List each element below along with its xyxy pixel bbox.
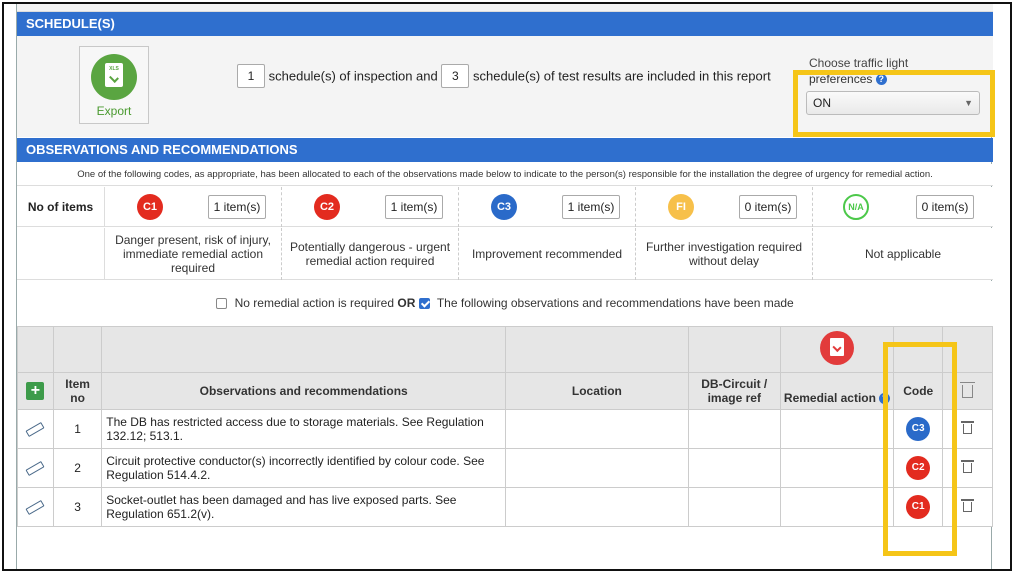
schedule-text-end: schedule(s) of test results are included in this report [472, 68, 771, 84]
edit-cell [18, 410, 54, 449]
xls-icon-text: XLS [109, 66, 119, 72]
header-spacer-5 [688, 327, 780, 373]
observations-table [17, 326, 993, 527]
code-cell-c3 [459, 187, 636, 227]
db-circuit-cell[interactable] [688, 488, 780, 527]
traffic-light-value: ON [813, 96, 831, 110]
code-cell-c2 [282, 187, 459, 227]
traffic-light-label-top: Choose traffic light [809, 56, 909, 70]
code-badge-c2[interactable]: C2 [906, 456, 930, 480]
following-observations-label: The following observations and recommendations have been made [436, 296, 794, 310]
c3-description: Improvement recommended [459, 228, 636, 280]
item-no-cell: 2 [53, 449, 101, 488]
remedial-options [17, 281, 993, 326]
delete-row-icon[interactable] [963, 424, 972, 434]
col-remedial [780, 373, 893, 410]
fi-badge: FI [668, 194, 694, 220]
schedules-header: SCHEDULE(S) [17, 12, 993, 36]
no-remedial-checkbox[interactable] [216, 298, 227, 309]
highlight-box-traffic-light [793, 70, 995, 137]
inspection-count-input[interactable]: 1 [237, 64, 265, 88]
code-badge-c3[interactable]: C3 [906, 417, 930, 441]
add-cell [18, 373, 54, 410]
delete-all-icon[interactable] [962, 385, 973, 398]
remedial-cell[interactable] [780, 410, 893, 449]
code-counts-row [17, 187, 993, 227]
item-no-cell: 1 [53, 410, 101, 449]
location-cell[interactable] [506, 449, 689, 488]
fi-description: Further investigation required without delay [636, 228, 813, 280]
table-row [18, 488, 993, 527]
col-observations: Observations and recommendations [102, 373, 506, 410]
remedial-cell[interactable] [780, 488, 893, 527]
c3-count-field[interactable]: 1 item(s) [562, 195, 620, 219]
no-of-items-label: No of items [17, 187, 105, 227]
location-cell[interactable] [506, 410, 689, 449]
header-spacer-1 [18, 327, 54, 373]
test-count-input[interactable]: 3 [441, 64, 469, 88]
code-cell-fi [636, 187, 813, 227]
col-db-circuit: DB-Circuit / image ref [688, 373, 780, 410]
c1-badge: C1 [137, 194, 163, 220]
remedial-help-icon[interactable]: ? [879, 393, 890, 404]
edit-pencil-icon[interactable] [26, 422, 45, 437]
edit-pencil-icon[interactable] [26, 461, 45, 476]
c1-count-field[interactable]: 1 item(s) [208, 195, 266, 219]
table-row [18, 410, 993, 449]
item-no-cell: 3 [53, 488, 101, 527]
edit-cell [18, 488, 54, 527]
fi-count-field[interactable]: 0 item(s) [739, 195, 797, 219]
na-badge: N/A [843, 194, 869, 220]
location-cell[interactable] [506, 488, 689, 527]
observations-header: OBSERVATIONS AND RECOMMENDATIONS [17, 138, 993, 162]
delete-row-icon[interactable] [963, 502, 972, 512]
col-location: Location [506, 373, 689, 410]
c1-description: Danger present, risk of injury, immediate remedial action required [105, 228, 282, 280]
remedial-cell[interactable] [780, 449, 893, 488]
code-cell-na [813, 187, 993, 227]
table-row [18, 449, 993, 488]
delete-row-icon[interactable] [963, 463, 972, 473]
col-code: Code [894, 373, 943, 410]
traffic-light-label-text: preferences [809, 72, 873, 86]
header-spacer-2 [53, 327, 101, 373]
observation-text-cell[interactable]: Socket-outlet has been damaged and has live exposed parts. See Regulation 651.2(v). [102, 488, 506, 527]
header-spacer-4 [506, 327, 689, 373]
report-content [16, 4, 992, 569]
c3-badge: C3 [491, 194, 517, 220]
top-strip [17, 4, 993, 12]
col-item-no: Item no [53, 373, 101, 410]
schedule-text-mid: schedule(s) of inspection and [268, 68, 438, 84]
pdf-cell [780, 327, 893, 373]
observations-intro: One of the following codes, as appropriate, has been allocated to each of the observations made below to indicate to the person(s) responsible for the installation the degree of urgency for remedial action. [17, 164, 993, 186]
export-label: Export [96, 104, 132, 118]
help-icon[interactable]: ? [876, 74, 887, 85]
xls-export-icon [91, 54, 137, 100]
col-remedial-label: Remedial action [783, 391, 876, 405]
descriptions-spacer [17, 228, 105, 280]
highlight-box-code-column [883, 342, 957, 556]
code-cell-c1 [105, 187, 282, 227]
code-descriptions-row [17, 228, 993, 280]
edit-pencil-icon[interactable] [26, 500, 45, 515]
following-observations-checkbox[interactable] [419, 298, 430, 309]
observation-text-cell[interactable]: The DB has restricted access due to storage materials. See Regulation 132.12; 513.1. [102, 410, 506, 449]
db-circuit-cell[interactable] [688, 410, 780, 449]
schedule-summary [237, 64, 771, 88]
code-badge-c1[interactable]: C1 [906, 495, 930, 519]
schedules-panel [17, 36, 993, 137]
db-circuit-cell[interactable] [688, 449, 780, 488]
c2-description: Potentially dangerous - urgent remedial action required [282, 228, 459, 280]
dropdown-arrow-icon: ▼ [964, 98, 973, 108]
edit-cell [18, 449, 54, 488]
c2-count-field[interactable]: 1 item(s) [385, 195, 443, 219]
header-spacer-3 [102, 327, 506, 373]
export-button[interactable] [79, 46, 149, 124]
na-count-field[interactable]: 0 item(s) [916, 195, 974, 219]
or-label: OR [397, 296, 416, 310]
observation-text-cell[interactable]: Circuit protective conductor(s) incorrectly identified by colour code. See Regulation 514.4.2. [102, 449, 506, 488]
c2-badge: C2 [314, 194, 340, 220]
no-remedial-label: No remedial action is required [234, 296, 395, 310]
app-frame [2, 2, 1012, 571]
add-observation-icon[interactable]: + [26, 382, 44, 400]
na-description: Not applicable [864, 247, 942, 261]
pdf-export-icon[interactable] [820, 331, 854, 365]
